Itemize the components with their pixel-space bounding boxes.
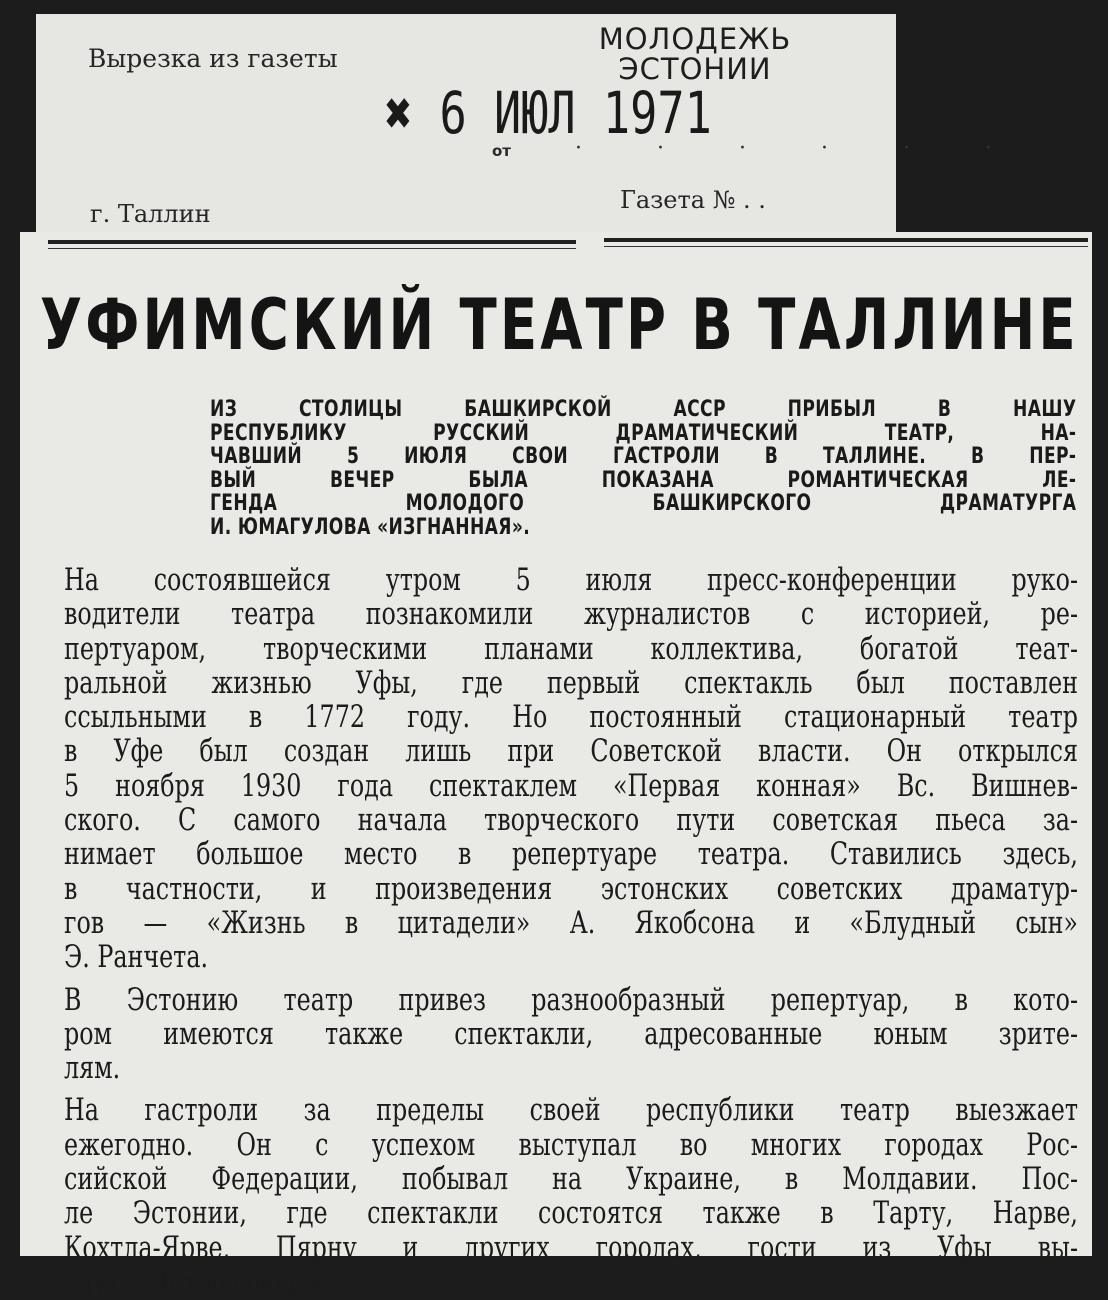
clipping-label: Вырезка из газеты bbox=[88, 44, 338, 73]
rule-left-thin bbox=[48, 248, 576, 249]
article-body bbox=[64, 564, 1078, 1300]
lead-line: ГЕНДА МОЛОДОГО БАШКИРСКОГО ДРАМАТУРГА bbox=[210, 490, 1077, 517]
body-line: сийской Федерации, побывал на Украине, в Молдавии. Пос- bbox=[64, 1162, 1078, 1198]
rule-right bbox=[604, 238, 1088, 242]
body-line: едут в Петрозаводск. bbox=[64, 1264, 332, 1300]
date-ot-label: от bbox=[492, 142, 511, 160]
rule-right-thin bbox=[604, 246, 1088, 247]
body-line: ром имеются также спектакли, адресованные юным зрите- bbox=[64, 1016, 1078, 1052]
lead-line: ЧАВШИЙ 5 ИЮЛЯ СВОИ ГАСТРОЛИ В ТАЛЛИНЕ. В ПЕР- bbox=[210, 443, 1077, 470]
lead-line: РЕСПУБЛИКУ РУССКИЙ ДРАМАТИЧЕСКИЙ ТЕАТР, НА- bbox=[210, 419, 1077, 446]
article-lead bbox=[210, 398, 1076, 540]
date-stamp-text: 6 ИЮЛ 1971 bbox=[439, 79, 712, 147]
paragraph-3 bbox=[64, 1094, 1078, 1300]
dots-decoration: · · · · · · bbox=[575, 136, 1026, 161]
body-line: ральной жизнью Уфы, где первый спектакль был поставлен bbox=[64, 665, 1078, 701]
body-line: ежегодно. Он с успехом выступал во многих городах Рос- bbox=[64, 1127, 1078, 1163]
article-title: УФИМСКИЙ ТЕАТР В ТАЛЛИНЕ bbox=[40, 284, 1079, 366]
lead-line: И. ЮМАГУЛОВА «ИЗГНАННАЯ». bbox=[210, 513, 531, 540]
lead-line: ИЗ СТОЛИЦЫ БАШКИРСКОЙ АССР ПРИБЫЛ В НАШУ bbox=[210, 396, 1077, 422]
newspaper-name-line-1: МОЛОДЕЖЬ bbox=[598, 22, 792, 56]
body-line: в Уфе был создан лишь при Советской власти. Он открылся bbox=[64, 734, 1078, 770]
lead-line: ВЫЙ ВЕЧЕР БЫЛА ПОКАЗАНА РОМАНТИЧЕСКАЯ ЛЕ- bbox=[210, 466, 1077, 493]
city-label: г. Таллин bbox=[90, 200, 211, 228]
body-line: ле Эстонии, где спектакли состоятся также в Тарту, Нарве, bbox=[64, 1196, 1078, 1232]
body-line: На состоявшейся утром 5 июля пресс-конференции руко- bbox=[64, 563, 1078, 598]
date-stamp bbox=[385, 79, 712, 147]
body-line: Э. Ранчета. bbox=[64, 940, 209, 976]
body-line: пертуаром, творческими планами коллектива, богатой теат- bbox=[64, 631, 1078, 667]
body-line: На гастроли за пределы своей республики театр выезжает bbox=[64, 1093, 1078, 1129]
body-line: гов — «Жизнь в цитадели» А. Якобсона и «Блудный сын» bbox=[64, 905, 1078, 941]
newspaper-name-stamp bbox=[580, 24, 810, 84]
body-line: в частности, и произведения эстонских советских драматур- bbox=[64, 871, 1078, 907]
date-mark-icon: ✖ bbox=[385, 79, 440, 147]
body-line: нимает большое место в репертуаре театра. Ставились здесь, bbox=[64, 837, 1078, 873]
body-line: Кохтла-Ярве, Пярну и других городах, гости из Уфы вы- bbox=[64, 1230, 1078, 1266]
body-line: В Эстонию театр привез разнообразный репертуар, в кото- bbox=[64, 982, 1078, 1018]
newspaper-name-line-2: ЭСТОНИИ bbox=[618, 52, 772, 86]
paragraph-1 bbox=[64, 564, 1078, 976]
body-line: водители театра познакомили журналистов с историей, ре- bbox=[64, 597, 1078, 633]
body-line: ского. С самого начала творческого пути советская пьеса за- bbox=[64, 803, 1078, 839]
paragraph-2 bbox=[64, 984, 1078, 1087]
rule-left bbox=[48, 240, 576, 244]
gazeta-number-label: Газета № . . bbox=[620, 186, 766, 214]
body-line: лям. bbox=[64, 1051, 121, 1087]
body-line: ссыльными в 1772 году. Но постоянный стационарный театр bbox=[64, 700, 1078, 736]
body-line: 5 ноября 1930 года спектаклем «Первая конная» Вс. Вишнев- bbox=[64, 768, 1078, 804]
